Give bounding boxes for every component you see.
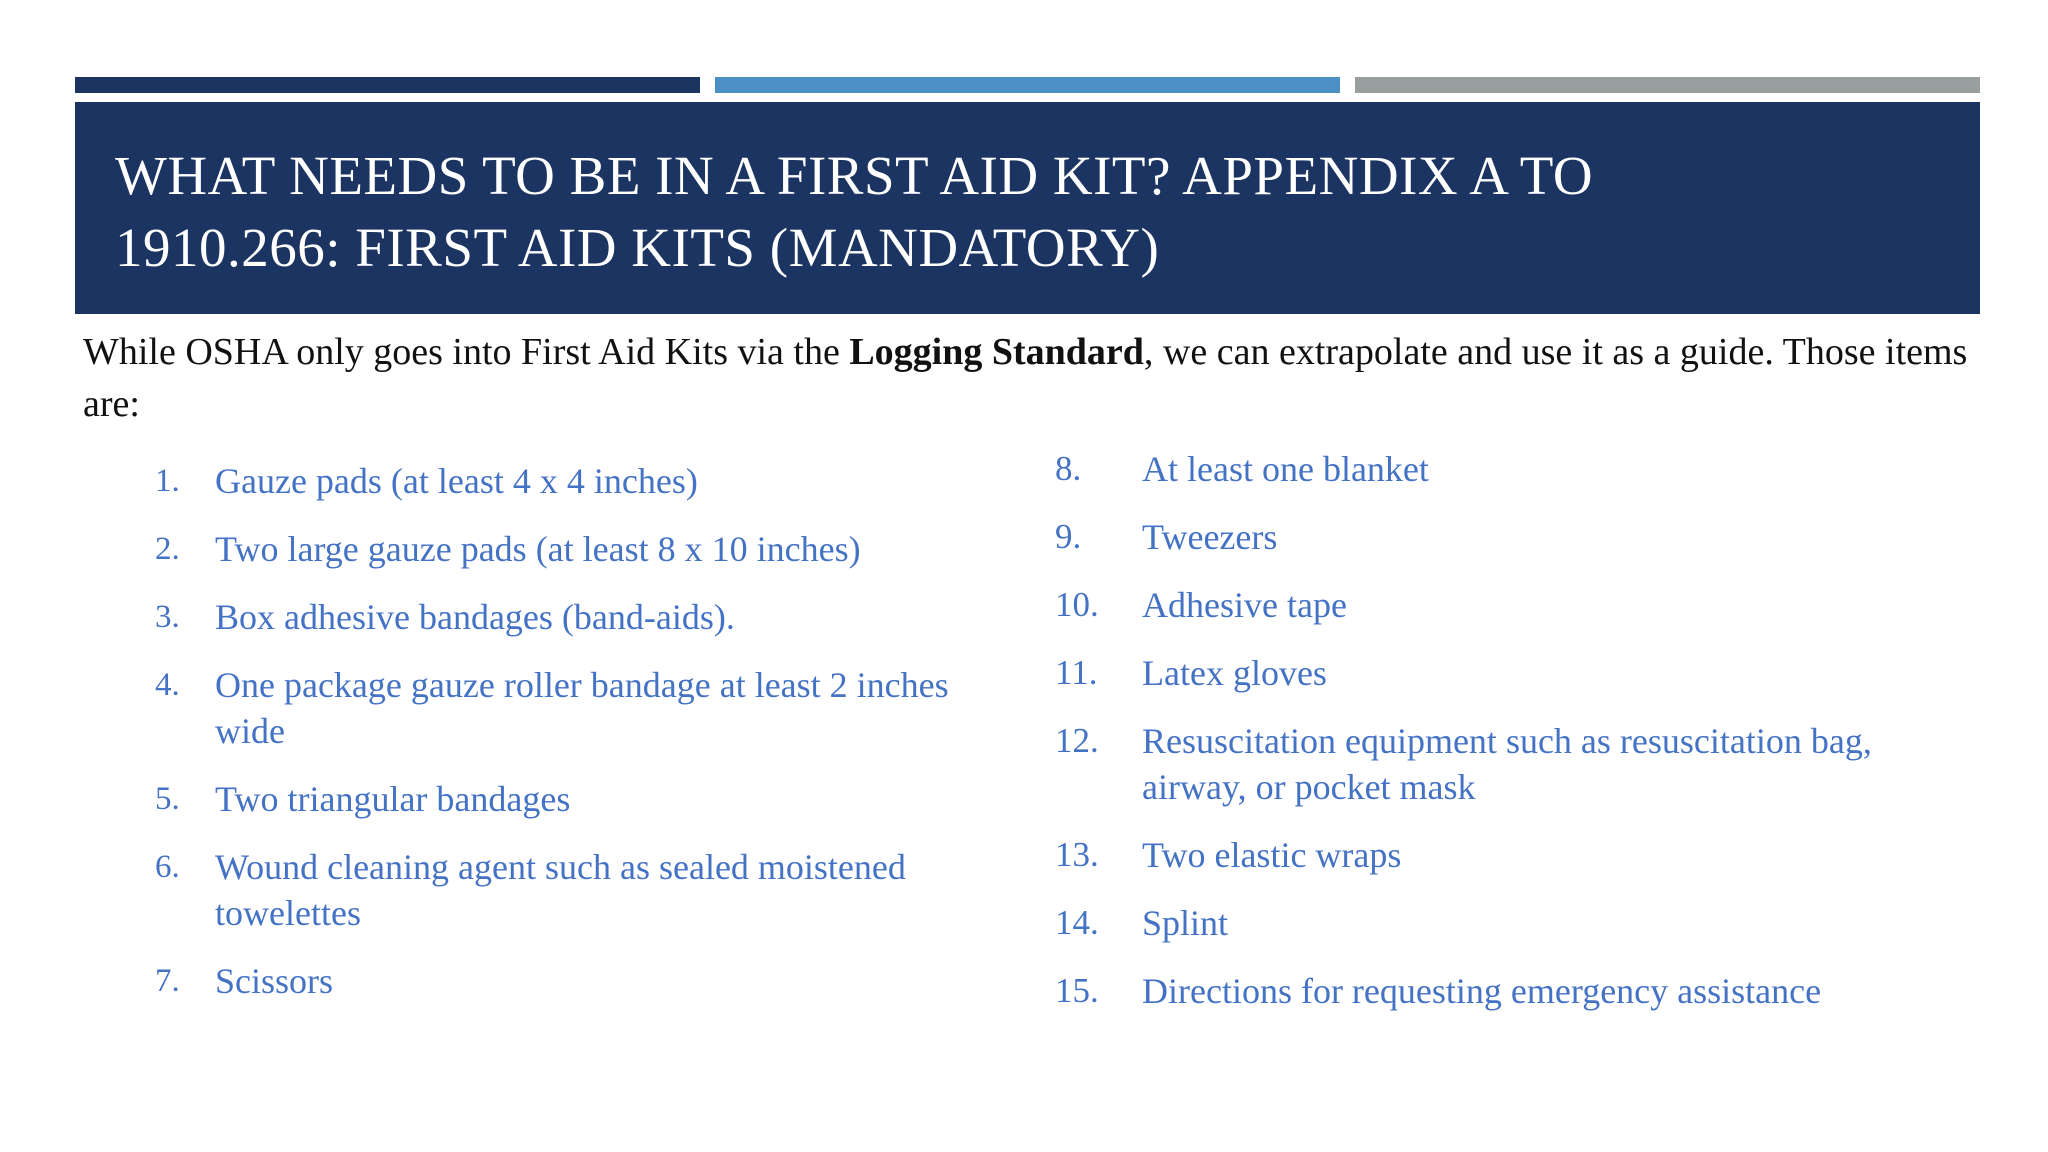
list-item-number: 6.: [155, 849, 180, 885]
list-item-text: At least one blanket: [1142, 449, 1429, 489]
accent-bar-gray: [1355, 77, 1980, 93]
list-item: [1055, 718, 1955, 810]
title-band: [75, 102, 1980, 314]
list-item-number: 9.: [1055, 517, 1082, 556]
list-item: [1055, 582, 1955, 628]
list-item: [1055, 446, 1955, 492]
list-item-number: 2.: [155, 531, 180, 567]
slide-title-line1: WHAT NEEDS TO BE IN A FIRST AID KIT? APPENDIX A TO: [115, 145, 1594, 206]
list-item-number: 14.: [1055, 903, 1099, 942]
list-item: [155, 662, 995, 754]
slide-title: [115, 140, 1940, 284]
slide-title-line2: 1910.266: FIRST AID KITS (MANDATORY): [115, 217, 1160, 278]
list-item: [1055, 514, 1955, 560]
list-item-number: 12.: [1055, 721, 1099, 760]
intro-text-before: While OSHA only goes into First Aid Kits via the: [83, 331, 850, 373]
list-item-number: 3.: [155, 599, 180, 635]
list-item: [155, 844, 995, 936]
list-item-text: Resuscitation equipment such as resuscitation bag, airway, or pocket mask: [1142, 721, 1872, 807]
list-item-number: 10.: [1055, 585, 1099, 624]
list-item-number: 15.: [1055, 971, 1099, 1010]
list-item: [1055, 650, 1955, 696]
list-item-text: Directions for requesting emergency assistance: [1142, 971, 1822, 1011]
list-item-text: Adhesive tape: [1142, 585, 1347, 625]
item-list-left: [155, 458, 995, 1026]
list-item-text: Two large gauze pads (at least 8 x 10 inches): [215, 529, 861, 569]
list-item-number: 13.: [1055, 835, 1099, 874]
accent-bar-blue: [715, 77, 1340, 93]
list-item-number: 5.: [155, 781, 180, 817]
intro-paragraph: [83, 326, 1983, 430]
intro-text-after: , we can extrapolate and use it as a guide. Those items are:: [83, 331, 1968, 425]
list-item: [155, 958, 995, 1004]
list-item: [1055, 832, 1955, 878]
list-item-text: Splint: [1142, 903, 1229, 943]
list-item: [155, 526, 995, 572]
list-item: [1055, 968, 1955, 1014]
list-item: [155, 458, 995, 504]
list-item-text: Gauze pads (at least 4 x 4 inches): [215, 461, 698, 501]
intro-bold-term: Logging Standard: [849, 331, 1144, 373]
list-item: [155, 594, 995, 640]
accent-bar-dark: [75, 77, 700, 93]
list-item-number: 1.: [155, 463, 180, 499]
list-item: [1055, 900, 1955, 946]
list-item-number: 8.: [1055, 449, 1082, 488]
list-item-text: Tweezers: [1142, 517, 1278, 557]
list-item-number: 4.: [155, 667, 180, 703]
list-item-text: Two triangular bandages: [215, 779, 571, 819]
list-item-text: One package gauze roller bandage at least 2 inches wide: [215, 665, 949, 751]
item-list-right: [1055, 446, 1955, 1036]
list-item: [155, 776, 995, 822]
list-item-number: 11.: [1055, 653, 1098, 692]
list-item-text: Box adhesive bandages (band-aids).: [215, 597, 735, 637]
list-item-text: Scissors: [215, 961, 334, 1001]
list-item-number: 7.: [155, 963, 180, 999]
list-item-text: Latex gloves: [1142, 653, 1327, 693]
list-item-text: Wound cleaning agent such as sealed moistened towelettes: [215, 847, 906, 933]
list-item-text: Two elastic wraps: [1142, 835, 1402, 875]
